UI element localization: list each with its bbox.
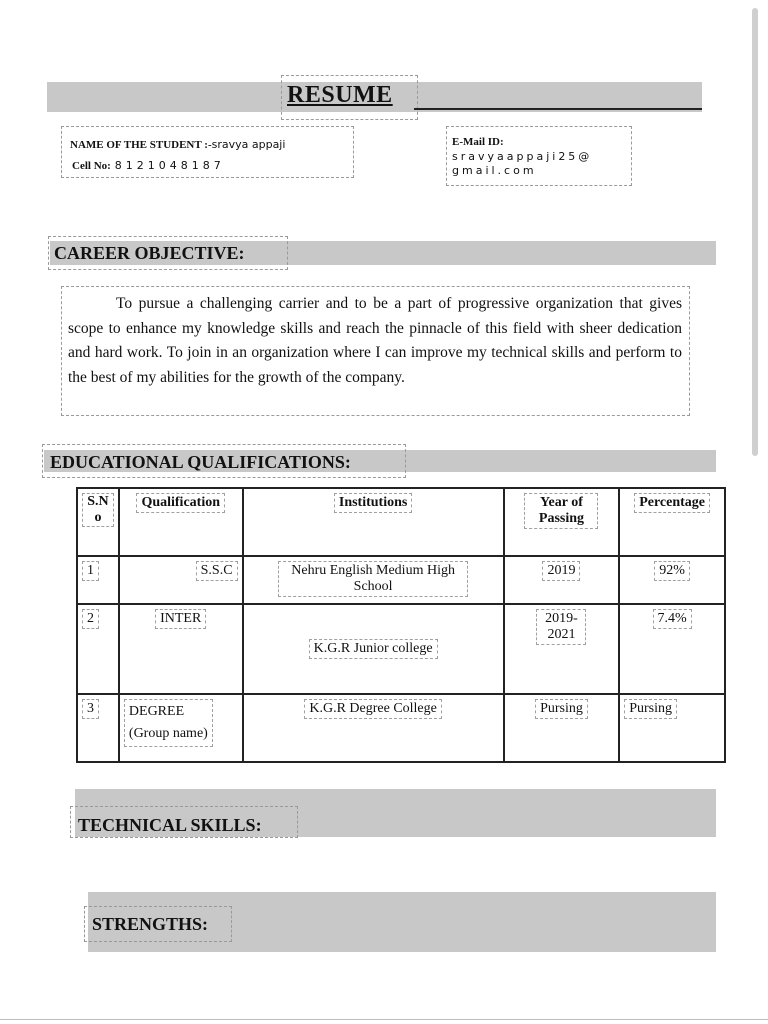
row3-sno bbox=[77, 694, 119, 762]
email-value-line2: gmail.com bbox=[452, 164, 537, 177]
row3-institution-text: K.G.R Degree College bbox=[304, 699, 442, 719]
col-header-sno-text: S.N o bbox=[82, 493, 114, 527]
col-header-qualification-text: Qualification bbox=[136, 493, 225, 513]
row1-percentage-text: 92% bbox=[654, 561, 690, 581]
strengths-heading: STRENGTHS: bbox=[92, 914, 209, 934]
row3-year bbox=[504, 694, 620, 762]
technical-skills-heading: TECHNICAL SKILLS: bbox=[78, 815, 262, 835]
row3-qualification-box bbox=[124, 699, 213, 747]
row2-sno-text: 2 bbox=[82, 609, 99, 629]
col-header-qualification bbox=[119, 488, 243, 556]
vertical-scrollbar[interactable] bbox=[752, 8, 758, 456]
row1-qualification-text: S.S.C bbox=[196, 561, 238, 581]
row2-institution-text: K.G.R Junior college bbox=[309, 639, 438, 659]
email-label: E-Mail ID: bbox=[452, 136, 504, 148]
row1-year-text: 2019 bbox=[542, 561, 580, 581]
row1-year bbox=[504, 556, 620, 604]
email-value-line1: sravyaappaji25@ bbox=[452, 150, 593, 163]
cell-value: 8121048187 bbox=[114, 159, 225, 172]
page-title: RESUME bbox=[287, 82, 393, 108]
col-header-year-text: Year of Passing bbox=[524, 493, 598, 529]
row3-sno-text: 3 bbox=[82, 699, 99, 719]
row1-qualification bbox=[119, 556, 243, 604]
row3-percentage bbox=[619, 694, 725, 762]
col-header-percentage bbox=[619, 488, 725, 556]
name-value: sravya appaji bbox=[211, 138, 286, 151]
row2-qualification bbox=[119, 604, 243, 694]
page-bottom-rule bbox=[0, 1019, 768, 1020]
table-row bbox=[77, 556, 725, 604]
student-name-line bbox=[70, 135, 285, 153]
name-separator: :- bbox=[201, 139, 212, 151]
row2-year bbox=[504, 604, 620, 694]
col-header-institutions bbox=[243, 488, 504, 556]
table-header-row bbox=[77, 488, 725, 556]
table-row bbox=[77, 694, 725, 762]
cell-label: Cell No: bbox=[72, 160, 111, 172]
name-label: NAME OF THE STUDENT bbox=[70, 139, 202, 151]
row3-qualification bbox=[119, 694, 243, 762]
col-header-institutions-text: Institutions bbox=[334, 493, 412, 513]
row3-percentage-text: Pursing bbox=[624, 699, 677, 719]
col-header-sno bbox=[77, 488, 119, 556]
row2-institution bbox=[243, 604, 504, 694]
col-header-percentage-text: Percentage bbox=[634, 493, 710, 513]
education-table bbox=[76, 487, 726, 763]
row2-sno bbox=[77, 604, 119, 694]
table-row bbox=[77, 604, 725, 694]
career-objective-text bbox=[68, 292, 682, 390]
row2-percentage bbox=[619, 604, 725, 694]
career-objective-paragraph: To pursue a challenging carrier and to be a part of progressive organization that gives scope to enhance my knowledge skills and reach the pinnacle of this field with sheer dedication and hard work. To join in an organization where I can improve my technical skills and perform to the best of my abilities for the growth of the company. bbox=[68, 295, 682, 386]
title-rule bbox=[414, 108, 702, 110]
row3-institution bbox=[243, 694, 504, 762]
row1-institution-text: Nehru English Medium High School bbox=[278, 561, 468, 597]
cell-line bbox=[72, 156, 225, 174]
row1-sno-text: 1 bbox=[82, 561, 99, 581]
row3-qualification-text: DEGREE bbox=[128, 704, 185, 719]
row3-year-text: Pursing bbox=[535, 699, 588, 719]
education-heading: EDUCATIONAL QUALIFICATIONS: bbox=[50, 452, 351, 472]
row2-qualification-text: INTER bbox=[155, 609, 206, 629]
row1-institution bbox=[243, 556, 504, 604]
row3-qualification-sub: (Group name) bbox=[128, 726, 208, 741]
row1-percentage bbox=[619, 556, 725, 604]
career-objective-heading: CAREER OBJECTIVE: bbox=[54, 243, 245, 263]
row2-percentage-text: 7.4% bbox=[653, 609, 692, 629]
row2-year-text: 2019-2021 bbox=[536, 609, 586, 645]
row1-sno bbox=[77, 556, 119, 604]
col-header-year bbox=[504, 488, 620, 556]
